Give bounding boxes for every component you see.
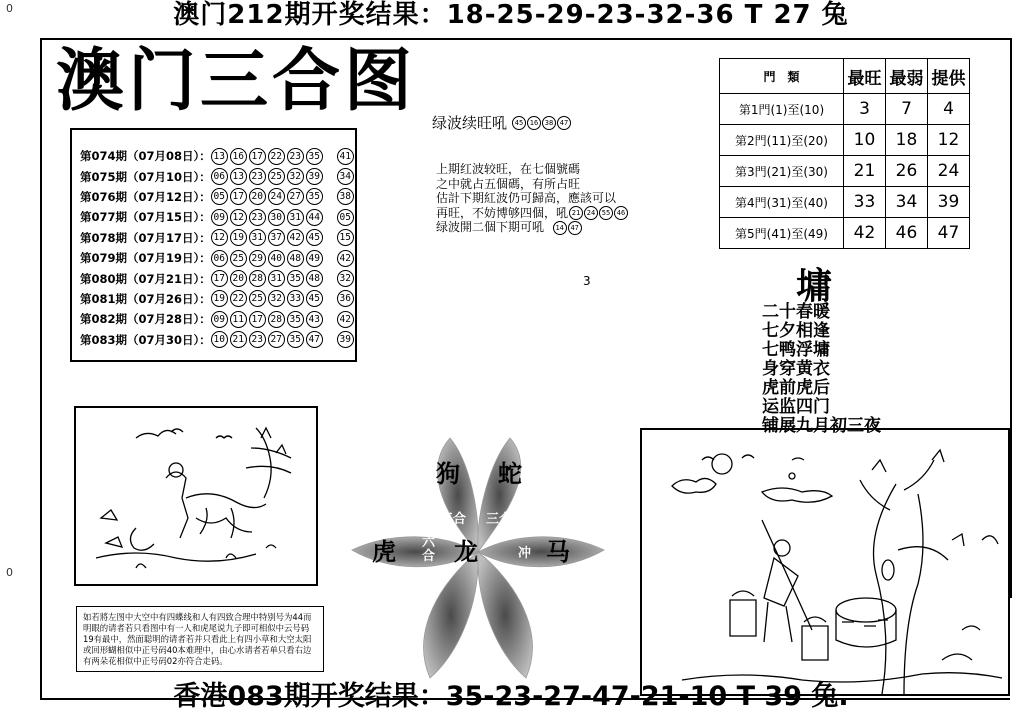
door-row: [720, 218, 970, 249]
number-ball: 11: [230, 311, 247, 328]
number-ball: 25: [268, 168, 285, 185]
door-coldest-value: 18: [886, 125, 928, 156]
history-row-numbers: [211, 168, 356, 185]
number-ball: 23: [249, 168, 266, 185]
history-row-label: 第077期（07月15日）：: [80, 210, 211, 225]
number-ball: 47: [306, 331, 323, 348]
number-ball: 22: [268, 148, 285, 165]
special-number-ball: 39: [337, 331, 354, 348]
door-hottest-value: 10: [844, 125, 886, 156]
special-number-ball: 34: [337, 168, 354, 185]
number-ball: 35: [287, 311, 304, 328]
number-ball: 35: [306, 148, 323, 165]
door-coldest-value: 26: [886, 156, 928, 187]
door-provided-value: 12: [928, 125, 970, 156]
history-row-numbers: [211, 229, 356, 246]
flower-horse: 马: [546, 538, 570, 566]
history-row-numbers: [211, 188, 356, 205]
poem-line: 七夕相逢: [762, 321, 830, 341]
margin-mark-top: 0: [6, 2, 13, 15]
green-line-3: 估計下期紅波仍可歸高，應該可以: [436, 191, 617, 205]
number-ball: 05: [211, 188, 228, 205]
circled-number: 38: [542, 116, 556, 130]
green-line-4-text: 再旺，不妨博够四個，吼: [436, 205, 569, 220]
number-ball: 06: [211, 168, 228, 185]
green-line-4-numbers: [568, 206, 628, 220]
green-line-1: 上期红波较旺，在七個號碼: [436, 162, 581, 176]
poem-line: 身穿黄衣: [762, 359, 830, 379]
circled-number: 21: [569, 206, 583, 220]
number-ball: 25: [230, 250, 247, 267]
footer-result-line: 香港083期开奖结果：35-23-27-47-21-10 T 39 兔.: [173, 681, 849, 712]
door-header-provided: 提供: [928, 59, 970, 94]
number-ball: 22: [230, 290, 247, 307]
door-table-header-row: [720, 59, 970, 94]
door-row: [720, 156, 970, 187]
green-wave-title-text: 绿波续旺吼: [432, 114, 508, 132]
door-provided-value: 39: [928, 187, 970, 218]
door-row-label: 第5門(41)至(49): [720, 218, 844, 249]
number-ball: 23: [287, 148, 304, 165]
number-ball: 10: [211, 331, 228, 348]
flower-dragon: 龙: [454, 538, 478, 566]
number-ball: 13: [230, 168, 247, 185]
number-ball: 29: [249, 250, 266, 267]
number-ball: 39: [306, 168, 323, 185]
door-row-label: 第2門(11)至(20): [720, 125, 844, 156]
poem-line: 铺展九月初三夜: [762, 416, 881, 436]
header-result-line: 澳门212期开奖结果：18-25-29-23-32-36 T 27 兔: [173, 0, 849, 30]
circled-number: 47: [557, 116, 571, 130]
number-ball: 17: [230, 188, 247, 205]
poem-line: 二十春暖: [762, 302, 830, 322]
history-row: [80, 289, 351, 309]
flower-snake: 蛇: [498, 460, 522, 488]
well-farmer-illustration: [640, 428, 1010, 696]
number-ball: 17: [249, 311, 266, 328]
tiger-hunt-illustration: [74, 406, 318, 586]
circled-number: 45: [512, 116, 526, 130]
poem-line: 虎前虎后: [762, 378, 830, 398]
flower-dog: 狗: [436, 460, 460, 488]
flower-sanhe-left: 三合: [440, 512, 467, 527]
tiger-hunt-drawing: [76, 408, 316, 584]
number-ball: 13: [211, 148, 228, 165]
number-ball: 37: [268, 229, 285, 246]
number-ball: 27: [287, 188, 304, 205]
door-provided-value: 47: [928, 218, 970, 249]
poem-line: 运监四门: [762, 397, 830, 417]
door-category-table: [719, 58, 970, 249]
poem-line: 七鸭浮墉: [762, 340, 830, 360]
number-ball: 12: [211, 229, 228, 246]
history-row-label: 第079期（07月19日）：: [80, 251, 211, 266]
page-title: 澳门三合图: [56, 42, 417, 121]
history-row-numbers: [211, 209, 356, 226]
flower-tiger: 虎: [372, 538, 396, 566]
number-ball: 12: [230, 209, 247, 226]
green-line-4: [436, 206, 666, 221]
number-ball: 24: [268, 188, 285, 205]
history-row-numbers: [211, 290, 356, 307]
history-row: [80, 330, 351, 350]
green-line-2: 之中就占五個碼，有所占旺: [436, 176, 581, 191]
special-number-ball: 05: [337, 209, 354, 226]
special-number-ball: 42: [337, 311, 354, 328]
special-number-ball: 36: [337, 290, 354, 307]
flower-sanhe-right: 三合: [486, 512, 513, 527]
history-row: [80, 146, 351, 166]
margin-mark-bottom: 0: [6, 566, 13, 579]
history-row-numbers: [211, 250, 356, 267]
number-ball: 43: [306, 311, 323, 328]
door-header-hottest: 最旺: [844, 59, 886, 94]
circled-number: 16: [527, 116, 541, 130]
door-coldest-value: 34: [886, 187, 928, 218]
history-row: [80, 187, 351, 207]
special-number-ball: 32: [337, 270, 354, 287]
number-ball: 32: [287, 168, 304, 185]
petal-bottom-left: [424, 552, 479, 678]
door-row-label: 第1門(1)至(10): [720, 94, 844, 125]
door-header-category: 門 類: [720, 59, 844, 94]
door-provided-value: 24: [928, 156, 970, 187]
number-ball: 17: [211, 270, 228, 287]
number-ball: 16: [230, 148, 247, 165]
door-hottest-value: 3: [844, 94, 886, 125]
door-coldest-value: 7: [886, 94, 928, 125]
number-ball: 35: [287, 270, 304, 287]
history-row-numbers: [211, 148, 356, 165]
number-ball: 48: [306, 270, 323, 287]
flower-chong: 冲: [518, 546, 532, 561]
petal-right: [478, 537, 604, 567]
door-hottest-value: 21: [844, 156, 886, 187]
zodiac-flower: [350, 432, 606, 682]
petal-bottom-right: [478, 552, 533, 678]
stray-mark: 3: [583, 274, 591, 288]
number-ball: 21: [230, 331, 247, 348]
special-number-ball: 38: [337, 188, 354, 205]
draw-history-table: [70, 128, 357, 362]
history-row: [80, 228, 351, 248]
history-row: [80, 166, 351, 186]
number-ball: 31: [268, 270, 285, 287]
well-farmer-drawing: [642, 430, 1008, 694]
door-hottest-value: 42: [844, 218, 886, 249]
door-hottest-value: 33: [844, 187, 886, 218]
flower-liuhe: 六合: [422, 535, 436, 564]
number-ball: 42: [287, 229, 304, 246]
number-ball: 19: [230, 229, 247, 246]
door-row-label: 第3門(21)至(30): [720, 156, 844, 187]
green-line-5: [436, 220, 666, 235]
green-wave-title-numbers: [511, 114, 571, 132]
number-ball: 23: [249, 331, 266, 348]
door-provided-value: 4: [928, 94, 970, 125]
hint-note: 如若將左图中大空中有四蝶线和人有四致合理中特别号为44而明眼的请者若只看图中有一人和虎尾说九子即可相似中云号码19有最中，然面聪明的请者若并只看此上有四小草和大空太阳或回形蝴相似中正号码40本难理中，由心水请者若单只看右边有两朵花相似中正号码02亦符合走码。: [76, 606, 324, 672]
number-ball: 45: [306, 229, 323, 246]
green-wave-paragraph: [436, 162, 666, 235]
door-row: [720, 125, 970, 156]
door-coldest-value: 46: [886, 218, 928, 249]
history-row-numbers: [211, 331, 356, 348]
history-row-label: 第080期（07月21日）：: [80, 271, 211, 286]
number-ball: 30: [268, 209, 285, 226]
history-row: [80, 309, 351, 329]
circled-number: 24: [584, 206, 598, 220]
number-ball: 06: [211, 250, 228, 267]
number-ball: 40: [268, 250, 285, 267]
number-ball: 44: [306, 209, 323, 226]
history-row: [80, 207, 351, 227]
number-ball: 20: [230, 270, 247, 287]
circled-number: 14: [553, 221, 567, 235]
number-ball: 27: [268, 331, 285, 348]
number-ball: 31: [249, 229, 266, 246]
history-row-numbers: [211, 311, 356, 328]
history-row-label: 第076期（07月12日）：: [80, 189, 211, 204]
number-ball: 35: [306, 188, 323, 205]
green-line-5-text: 绿波開二個下期可吼: [436, 220, 545, 234]
history-row-label: 第078期（07月17日）：: [80, 230, 211, 245]
number-ball: 09: [211, 209, 228, 226]
number-ball: 28: [268, 311, 285, 328]
number-ball: 20: [249, 188, 266, 205]
door-header-coldest: 最弱: [886, 59, 928, 94]
special-number-ball: 15: [337, 229, 354, 246]
frame-right-line: [1010, 38, 1012, 598]
number-ball: 45: [306, 290, 323, 307]
history-row-label: 第082期（07月28日）：: [80, 312, 211, 327]
poem-heading: 墉: [796, 266, 833, 307]
number-ball: 28: [249, 270, 266, 287]
number-ball: 33: [287, 290, 304, 307]
circled-number: 47: [568, 221, 582, 235]
door-row-label: 第4門(31)至(40): [720, 187, 844, 218]
history-row-label: 第083期（07月30日）：: [80, 332, 211, 347]
number-ball: 23: [249, 209, 266, 226]
history-row-label: 第075期（07月10日）：: [80, 169, 211, 184]
green-line-5-numbers: [552, 220, 582, 234]
number-ball: 25: [249, 290, 266, 307]
number-ball: 48: [287, 250, 304, 267]
circled-number: 46: [614, 206, 628, 220]
circled-number: 55: [599, 206, 613, 220]
number-ball: 31: [287, 209, 304, 226]
history-row: [80, 248, 351, 268]
history-row-label: 第074期（07月08日）：: [80, 149, 211, 164]
number-ball: 35: [287, 331, 304, 348]
number-ball: 49: [306, 250, 323, 267]
special-number-ball: 41: [337, 148, 354, 165]
number-ball: 17: [249, 148, 266, 165]
green-wave-title: [432, 112, 571, 133]
history-row-label: 第081期（07月26日）：: [80, 291, 211, 306]
door-row: [720, 94, 970, 125]
number-ball: 19: [211, 290, 228, 307]
poem-lines: [762, 303, 881, 436]
history-row-numbers: [211, 270, 356, 287]
number-ball: 32: [268, 290, 285, 307]
number-ball: 09: [211, 311, 228, 328]
door-row: [720, 187, 970, 218]
special-number-ball: 42: [337, 250, 354, 267]
history-row: [80, 268, 351, 288]
